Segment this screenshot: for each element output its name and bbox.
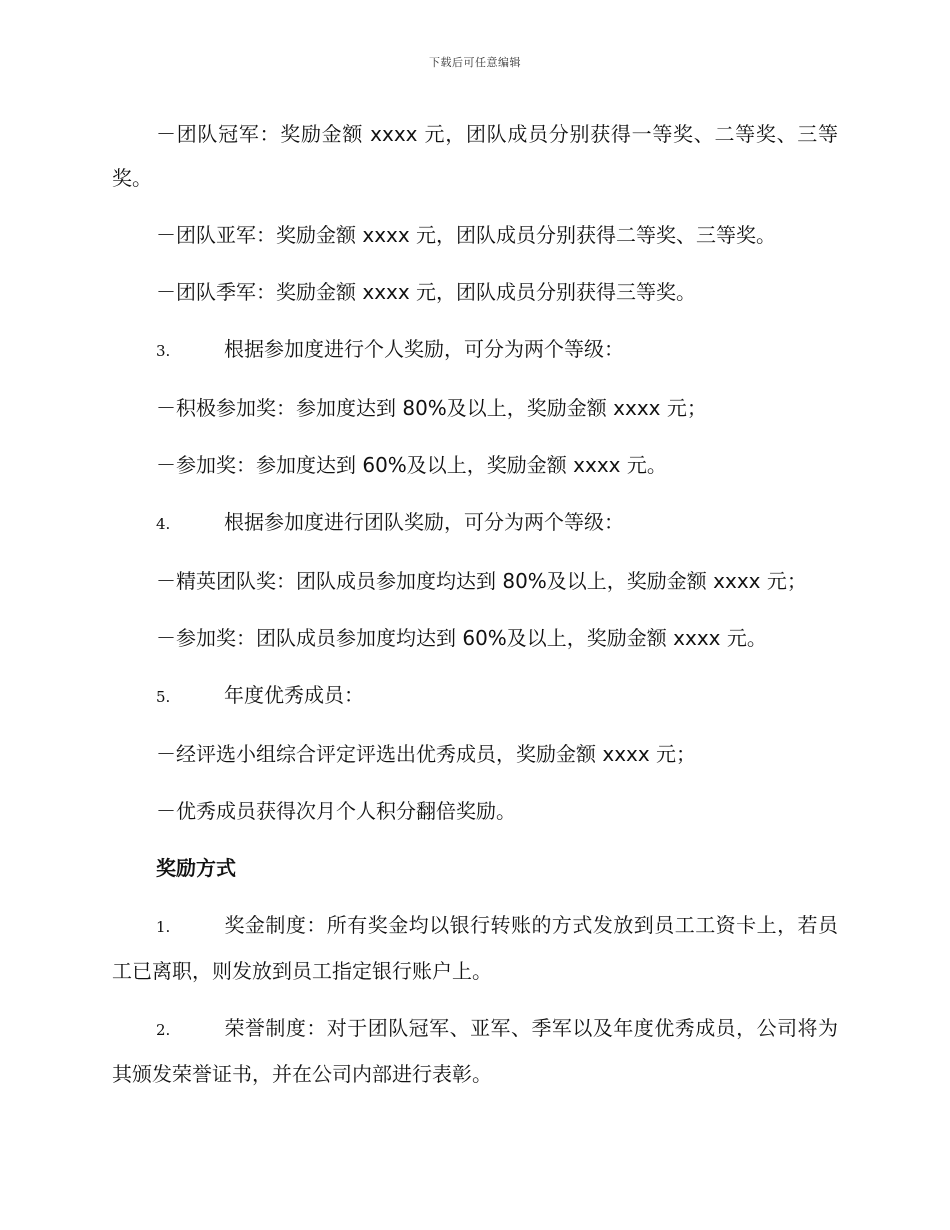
section-heading: 奖励方式 (156, 856, 236, 880)
item-number: 2. (156, 1021, 171, 1039)
bullet-team-runner-up: －团队亚军：奖励金额 xxxx 元，团队成员分别获得二等奖、三等奖。 (156, 223, 777, 247)
item-number: 5. (156, 688, 171, 706)
bullet-team-third: －团队季军：奖励金额 xxxx 元，团队成员分别获得三等奖。 (156, 280, 697, 304)
bullet-active-participation: －积极参加奖：参加度达到 80%及以上，奖励金额 xxxx 元； (156, 396, 707, 420)
document-body (112, 112, 838, 1109)
bullet-team-participation: －参加奖：团队成员参加度均达到 60%及以上，奖励金额 xxxx 元。 (156, 626, 767, 650)
item-number: 4. (156, 515, 171, 533)
item-number: 1. (156, 918, 171, 936)
numbered-item-4 (112, 500, 838, 546)
bullet-double-points: －优秀成员获得次月个人积分翻倍奖励。 (156, 799, 516, 823)
bullet-selection: －经评选小组综合评定评选出优秀成员，奖励金额 xxxx 元； (156, 742, 697, 766)
page-header: 下载后可任意编辑 (429, 56, 521, 69)
bullet-elite-team: －精英团队奖：团队成员参加度均达到 80%及以上，奖励金额 xxxx 元； (156, 569, 807, 593)
numbered-item-method-2 (112, 1006, 838, 1096)
numbered-item-5 (112, 673, 838, 719)
item-text: 根据参加度进行个人奖励，可分为两个等级： (224, 337, 624, 361)
item-text: 荣誉制度：对于团队冠军、亚军、季军以及年度优秀成员，公司将为其颁发荣誉证书，并在公司内部进行表彰。 (112, 1016, 838, 1086)
numbered-item-3 (112, 327, 838, 373)
item-text: 根据参加度进行团队奖励，可分为两个等级： (224, 510, 624, 534)
item-text: 年度优秀成员： (224, 683, 364, 707)
item-number: 3. (156, 342, 171, 360)
numbered-item-method-1 (112, 903, 838, 993)
item-text: 奖金制度：所有奖金均以银行转账的方式发放到员工工资卡上，若员工已离职，则发放到员工指定银行账户上。 (112, 913, 838, 983)
bullet-participation: －参加奖：参加度达到 60%及以上，奖励金额 xxxx 元。 (156, 453, 667, 477)
bullet-team-champion: －团队冠军：奖励金额 xxxx 元，团队成员分别获得一等奖、二等奖、三等奖。 (112, 122, 838, 190)
